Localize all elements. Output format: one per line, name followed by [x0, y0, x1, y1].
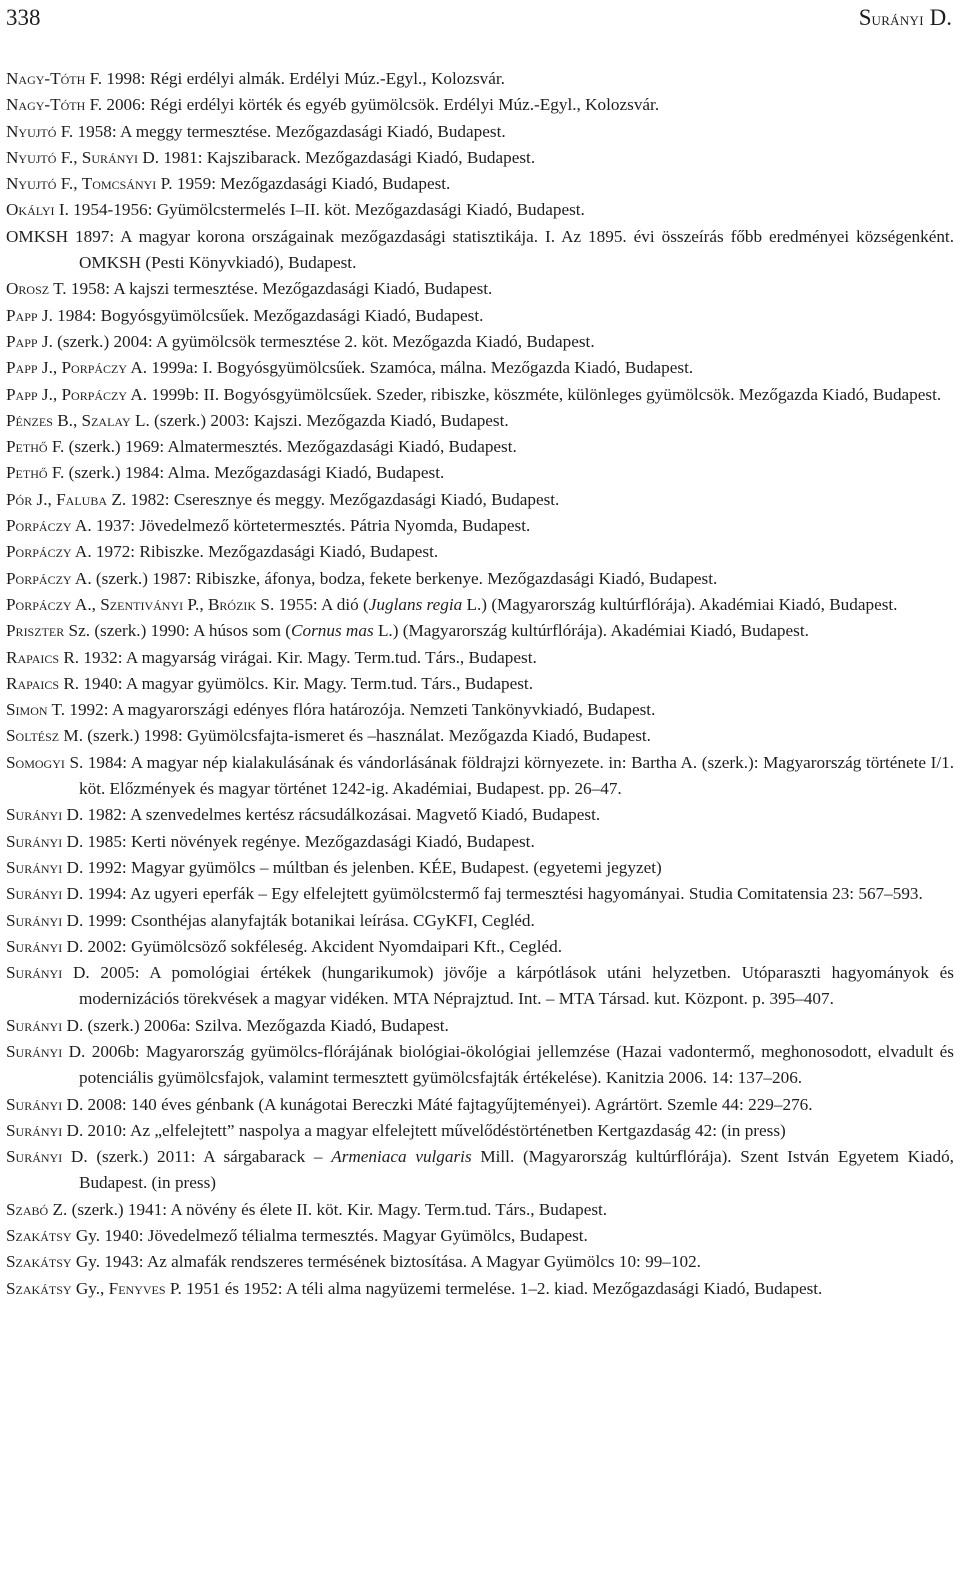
ref-text: F., [56, 174, 82, 194]
ref-author: Rapaics [6, 673, 60, 693]
reference-entry [6, 303, 954, 329]
ref-author: Papp [6, 358, 38, 378]
reference-list [6, 66, 954, 1302]
ref-text: Z. (szerk.) 1941: A növény és élete II. köt. Kir. Magy. Term.tud. Társ., Budapest. [48, 1199, 608, 1219]
ref-text: D. 1994: Az ugyeri eperfák – Egy elfelejtett gyümölcstermő faj termesztési hagyományai. Studia Comitatensia 23: 567–593. [62, 884, 923, 904]
ref-text: D. 1985: Kerti növények regénye. Mezőgazdasági Kiadó, Budapest. [62, 831, 535, 851]
ref-author: Fenyves [108, 1278, 166, 1298]
ref-author: Rapaics [6, 647, 60, 667]
ref-text: D. (szerk.) 2011: A sárgabarack – [62, 1147, 332, 1167]
ref-author: Brózik [207, 594, 257, 614]
reference-entry [6, 592, 954, 618]
ref-text: L.) (Magyarország kultúrflórája). Akadémiai Kiadó, Budapest. [462, 594, 898, 614]
reference-entry [6, 171, 954, 197]
ref-author: Porpáczy [6, 568, 72, 588]
ref-italic-title: Cornus mas [291, 621, 374, 641]
ref-author: Somogyi [6, 752, 65, 772]
reference-entry [6, 382, 954, 408]
running-head [859, 3, 952, 34]
ref-author: Surányi [6, 805, 63, 825]
ref-text: L. (szerk.) 2003: Kajszi. Mezőgazda Kiadó, Budapest. [130, 410, 509, 430]
ref-author: Surányi [6, 936, 63, 956]
ref-author: Porpáczy [6, 542, 72, 562]
ref-author: Pethő [6, 437, 48, 457]
reference-entry [6, 224, 954, 277]
ref-text: B., [52, 410, 82, 430]
ref-author: Priszter [6, 621, 65, 641]
ref-text: Gy. 1940: Jövedelmező télialma termesztés. Magyar Gyümölcs, Budapest. [71, 1226, 588, 1246]
reference-entry [6, 934, 954, 960]
ref-text: T. 1992: A magyarországi edényes flóra határozója. Nemzeti Tankönyvkiadó, Budapest. [47, 700, 656, 720]
ref-text: J. (szerk.) 2004: A gyümölcsök termesztése 2. köt. Mezőgazda Kiadó, Budapest. [37, 331, 595, 351]
ref-author: Surányi [6, 1147, 63, 1167]
ref-text: F. 1998: Régi erdélyi almák. Erdélyi Múz.-Egyl., Kolozsvár. [85, 69, 505, 88]
ref-author: Orosz [6, 279, 50, 299]
reference-entry [6, 881, 954, 907]
ref-author: Surányi [6, 884, 63, 904]
reference-entry [6, 460, 954, 486]
reference-entry [6, 671, 954, 697]
ref-author: Surányi [6, 1015, 63, 1035]
ref-author: Surányi [6, 963, 63, 983]
ref-author: Surányi [6, 857, 63, 877]
page-number: 338 [6, 5, 41, 30]
ref-author: Nagy-Tóth [6, 95, 86, 115]
ref-author: Szabó [6, 1199, 49, 1219]
reference-entry [6, 197, 954, 223]
reference-entry [6, 355, 954, 381]
ref-author: Szakátsy [6, 1226, 72, 1246]
ref-author: Porpáczy [6, 516, 72, 536]
ref-text: D. 1999: Csonthéjas alanyfajták botanikai leírása. CGyKFI, Cegléd. [62, 910, 535, 930]
ref-author: Surányi [6, 831, 63, 851]
ref-text: D. 2008: 140 éves génbank (A kunágotai Bereczki Máté fajtagyűjteményei). Agrártört. Szemle 44: 229–276. [62, 1094, 813, 1114]
ref-text: F. 1958: A meggy termesztése. Mezőgazdasági Kiadó, Budapest. [56, 121, 506, 141]
ref-text: F. 2006: Régi erdélyi körték és egyéb gyümölcsök. Erdélyi Múz.-Egyl., Kolozsvár. [85, 95, 660, 115]
ref-italic-title: Armeniaca vulgaris [331, 1147, 472, 1167]
reference-entry [6, 908, 954, 934]
running-head-initial: S [858, 5, 872, 30]
ref-text: OMKSH 1897: A magyar korona országainak mezőgazdasági statisztikája. I. Az 1895. évi összeírás főbb eredményei községenként. OMKSH (Pesti Könyvkiadó), Budapest. [6, 226, 954, 273]
reference-entry [6, 1039, 954, 1092]
ref-text: T. 1958: A kajszi termesztése. Mezőgazdasági Kiadó, Budapest. [49, 279, 493, 299]
reference-entry [6, 855, 954, 881]
ref-author: Surányi [6, 1120, 63, 1140]
running-head-rest: urányi [871, 9, 924, 29]
ref-text: P. 1959: Mezőgazdasági Kiadó, Budapest. [156, 174, 451, 194]
reference-entry [6, 408, 954, 434]
ref-author: Tomcsányi [81, 174, 157, 194]
ref-author: Nyujtó [6, 147, 57, 167]
ref-author: Papp [6, 305, 38, 325]
running-head-suffix: D. [923, 5, 952, 30]
reference-entry [6, 513, 954, 539]
reference-entry [6, 1249, 954, 1275]
reference-entry [6, 618, 954, 644]
ref-author: Papp [6, 384, 38, 404]
reference-entry [6, 960, 954, 1013]
ref-text: Z. 1982: Cseresznye és meggy. Mezőgazdasági Kiadó, Budapest. [107, 489, 560, 509]
ref-text: D. 2005: A pomológiai értékek (hungarikumok) jövője a kárpótlások utáni helyzetben. Utóparaszti hagyományok és modernizációs törekvések a magyar vidéken. MTA Néprajztud. Int. – MTA Társad. kut. Központ. p. 395–407. [62, 963, 954, 1009]
reference-entry [6, 723, 954, 749]
reference-entry [6, 92, 954, 118]
ref-author: Surányi [6, 1041, 63, 1061]
reference-entry [6, 276, 954, 302]
reference-entry [6, 645, 954, 671]
reference-entry [6, 829, 954, 855]
ref-author: Szakátsy [6, 1252, 72, 1272]
ref-author: Okályi [6, 200, 55, 220]
ref-author: Szakátsy [6, 1278, 72, 1298]
ref-text: S. 1955: A dió ( [256, 594, 369, 614]
ref-text: M. (szerk.) 1998: Gyümölcsfajta-ismeret és –használat. Mezőgazda Kiadó, Budapest. [59, 726, 651, 746]
ref-text: R. 1940: A magyar gyümölcs. Kir. Magy. Term.tud. Társ., Budapest. [59, 673, 533, 693]
ref-text: R. 1932: A magyarság virágai. Kir. Magy. Term.tud. Társ., Budapest. [59, 647, 537, 667]
ref-text: A. 1972: Ribiszke. Mezőgazdasági Kiadó, Budapest. [71, 542, 439, 562]
ref-author: Szalay [81, 410, 131, 430]
ref-text: P., [183, 594, 208, 614]
reference-entry [6, 66, 954, 92]
ref-text: A. 1999b: II. Bogyósgyümölcsűek. Szeder, ribiszke, köszméte, különleges gyümölcsök. Mezőgazda Kiadó, Budapest. [127, 384, 942, 404]
ref-text: F. (szerk.) 1984: Alma. Mezőgazdasági Kiadó, Budapest. [47, 463, 445, 483]
reference-entry [6, 119, 954, 145]
ref-text: D. 2006b: Magyarország gyümölcs-flórájának biológiai-ökológiai jellemzése (Hazai vadontermő, meghonosodott, elvadult és potenciális gyümölcsfajok, valamint termesztett gyümölcsfajták értékelése). Kanitzia 2006. 14: 137–206. [62, 1041, 954, 1088]
ref-text: Mill. (Magyarország kultúrflórája). Szent István Egyetem Kiadó, Budapest. (in press) [79, 1147, 954, 1193]
reference-entry [6, 1276, 954, 1302]
ref-author: Pénzes [6, 410, 53, 430]
ref-text: D. 1982: A szenvedelmes kertész rácsudálkozásai. Magvető Kiadó, Budapest. [62, 805, 601, 825]
ref-text: Gy., [71, 1278, 109, 1298]
reference-entry [6, 145, 954, 171]
ref-author: Surányi [6, 1094, 63, 1114]
reference-entry [6, 802, 954, 828]
ref-text: A., [71, 594, 101, 614]
ref-text: L.) (Magyarország kultúrflórája). Akadémiai Kiadó, Budapest. [373, 621, 809, 641]
ref-text: Sz. (szerk.) 1990: A húsos som ( [64, 621, 292, 641]
ref-author: Papp [6, 331, 38, 351]
ref-text: S. 1984: A magyar nép kialakulásának és vándorlásának földrajzi környezete. in: Bartha A. (szerk.): Magyarország története I/1. köt. Előzmények és magyar történet 1242-ig. Akadémiai, Budapest. pp. 26–47. [64, 752, 954, 799]
reference-entry [6, 1013, 954, 1039]
ref-author: Szentiványi [100, 594, 184, 614]
ref-text: D. 1981: Kajszibarack. Mezőgazdasági Kiadó, Budapest. [138, 147, 536, 167]
ref-text: J., [37, 358, 62, 378]
reference-entry [6, 434, 954, 460]
ref-author: Faluba [56, 489, 108, 509]
reference-entry [6, 750, 954, 803]
ref-author: Porpáczy [61, 358, 128, 378]
ref-author: Simon [6, 700, 48, 720]
reference-entry [6, 1144, 954, 1197]
ref-author: Pethő [6, 463, 48, 483]
reference-entry [6, 329, 954, 355]
reference-entry [6, 1223, 954, 1249]
reference-entry [6, 487, 954, 513]
ref-author: Nagy-Tóth [6, 69, 86, 88]
ref-author: Porpáczy [6, 594, 72, 614]
ref-text: F., [56, 147, 82, 167]
ref-text: A. (szerk.) 1987: Ribiszke, áfonya, bodza, fekete berkenye. Mezőgazdasági Kiadó, Budapest. [71, 568, 718, 588]
reference-entry [6, 1118, 954, 1144]
reference-entry [6, 566, 954, 592]
ref-text: D. (szerk.) 2006a: Szilva. Mezőgazda Kiadó, Budapest. [62, 1015, 449, 1035]
ref-text: F. (szerk.) 1969: Almatermesztés. Mezőgazdasági Kiadó, Budapest. [47, 437, 517, 457]
ref-text: P. 1951 és 1952: A téli alma nagyüzemi termelése. 1–2. kiad. Mezőgazdasági Kiadó, Budapest. [165, 1278, 823, 1298]
ref-text: D. 2010: Az „elfelejtett” naspolya a magyar elfelejtett művelődéstörténetben Kertgazdaság 42: (in press) [62, 1120, 786, 1140]
reference-entry [6, 697, 954, 723]
ref-text: D. 1992: Magyar gyümölcs – múltban és jelenben. KÉE, Budapest. (egyetemi jegyzet) [62, 857, 662, 877]
ref-author: Surányi [81, 147, 139, 167]
reference-entry [6, 539, 954, 565]
ref-author: Pór [6, 489, 33, 509]
ref-italic-title: Juglans regia [368, 594, 463, 614]
ref-author: Nyujtó [6, 174, 57, 194]
reference-entry [6, 1092, 954, 1118]
ref-text: D. 2002: Gyümölcsöző sokféleség. Akcident Nyomdaipari Kft., Cegléd. [62, 936, 563, 956]
ref-author: Nyujtó [6, 121, 57, 141]
ref-author: Surányi [6, 910, 63, 930]
ref-text: A. 1937: Jövedelmező körtetermesztés. Pátria Nyomda, Budapest. [71, 516, 531, 536]
ref-text: J., [32, 489, 57, 509]
ref-text: I. 1954-1956: Gyümölcstermelés I–II. köt. Mezőgazdasági Kiadó, Budapest. [54, 200, 585, 220]
ref-text: J., [37, 384, 62, 404]
ref-author: Porpáczy [61, 384, 128, 404]
page-header [0, 0, 960, 44]
ref-text: Gy. 1943: Az almafák rendszeres termésének biztosítása. A Magyar Gyümölcs 10: 99–102. [71, 1252, 701, 1272]
reference-entry [6, 1197, 954, 1223]
ref-text: J. 1984: Bogyósgyümölcsűek. Mezőgazdasági Kiadó, Budapest. [37, 305, 484, 325]
ref-author: Soltész [6, 726, 60, 746]
ref-text: A. 1999a: I. Bogyósgyümölcsűek. Szamóca, málna. Mezőgazda Kiadó, Budapest. [127, 358, 694, 378]
